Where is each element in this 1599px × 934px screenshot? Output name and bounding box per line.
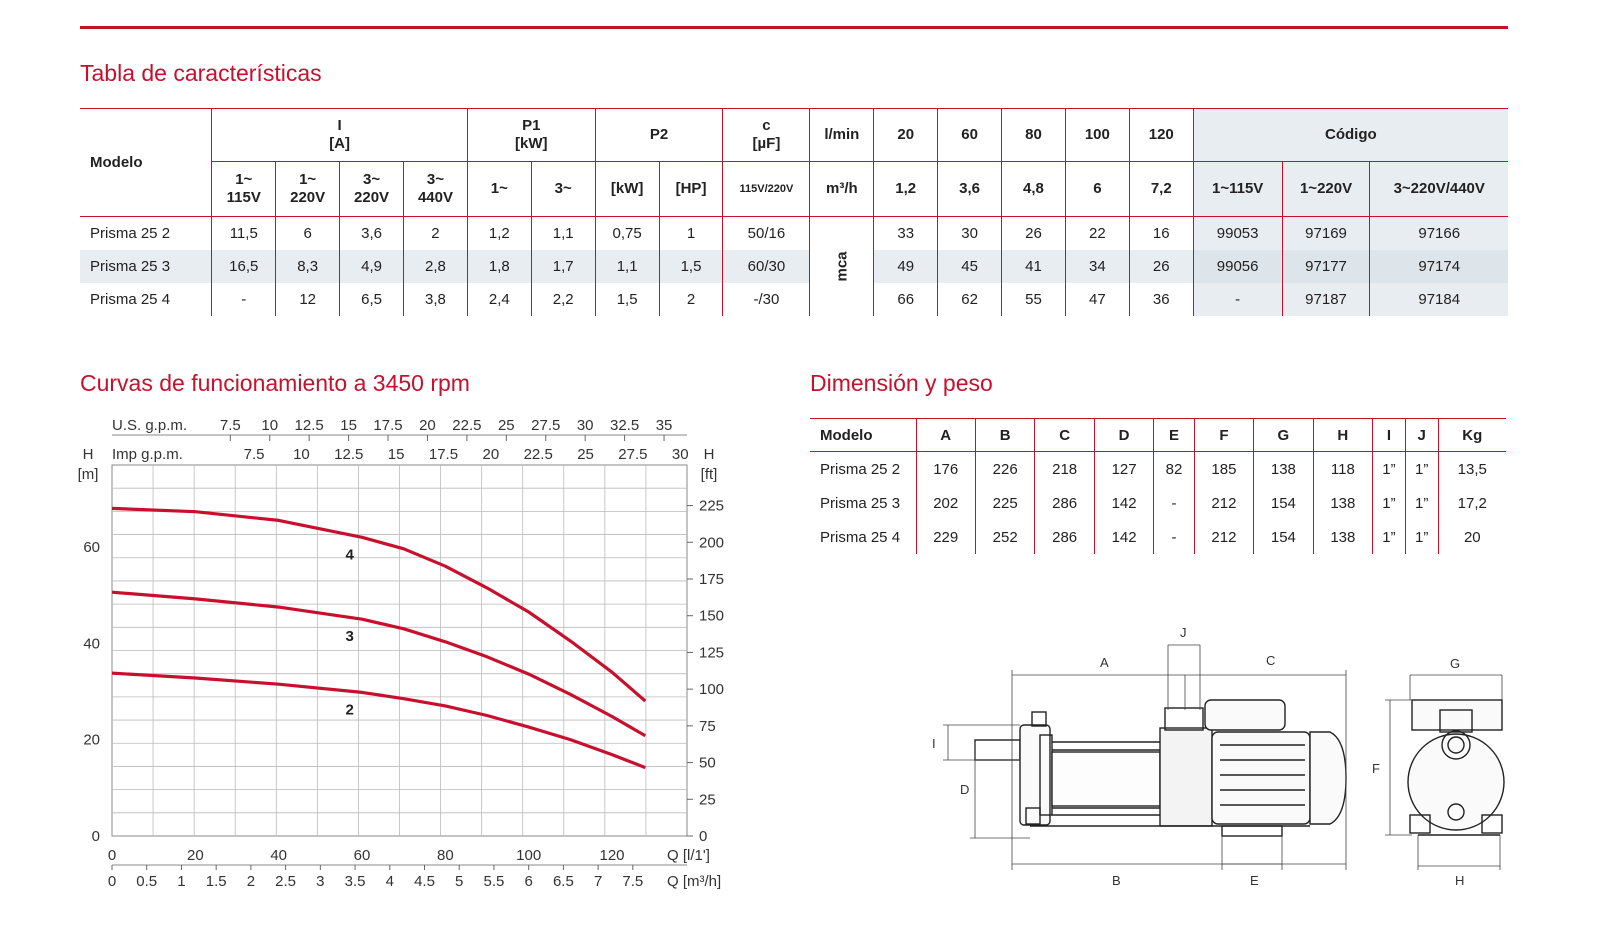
y-right-axis-unit: [ft]	[700, 466, 718, 483]
us-gpm-tick-label: 27.5	[531, 417, 561, 434]
p1-cell: 1,8	[467, 250, 531, 283]
x2-tick-label: 4.5	[414, 873, 435, 890]
x2-tick-label: 7.5	[622, 873, 644, 890]
dim-value-cell: 202	[916, 486, 975, 520]
head-cell: 34	[1065, 250, 1129, 283]
curve-4-label: 4	[345, 546, 354, 564]
us-gpm-tick-label: 30	[576, 417, 594, 434]
dim-value-cell: 142	[1094, 520, 1153, 554]
dim-value-cell: 138	[1254, 452, 1313, 487]
y-tick-label: 40	[83, 635, 100, 653]
flow-m3h-3: 4,8	[1002, 162, 1066, 217]
dim-value-cell: 127	[1094, 452, 1153, 487]
imp-gpm-tick-label: 17.5	[428, 446, 459, 463]
x2-tick-label: 6	[524, 873, 533, 890]
dim-header-cell: E	[1154, 419, 1194, 452]
dim-value-cell: 212	[1194, 520, 1253, 554]
current-cell: 8,3	[276, 250, 340, 283]
current-cell: 12	[276, 283, 340, 316]
head-cell: 22	[1065, 217, 1129, 251]
current-cell: 2	[404, 217, 468, 251]
x-tick-label: 20	[186, 847, 204, 864]
dim-value-cell: 1”	[1405, 520, 1438, 554]
dim-model-cell: Prisma 25 4	[820, 528, 901, 546]
us-gpm-tick-label: 32.5	[610, 417, 640, 434]
dim-value-cell: 1”	[1405, 486, 1438, 520]
dim-value-cell: 176	[916, 452, 975, 487]
curve-3-line	[112, 592, 645, 736]
p2-cell: 1,5	[595, 283, 659, 316]
head-cell: 49	[874, 250, 938, 283]
p2-sub-1: [kW]	[595, 162, 659, 217]
curve-2-label: 2	[345, 701, 354, 719]
y-right-axis-label: H	[703, 446, 715, 463]
x2-tick-label: 5.5	[483, 873, 505, 890]
flow-m3h-1: 1,2	[874, 162, 938, 217]
us-gpm-tick-label: 35	[655, 417, 673, 434]
current-sub-1: 1~ 115V	[212, 162, 276, 217]
head-cell: 41	[1002, 250, 1066, 283]
y-ft-tick-label: 200	[699, 534, 725, 552]
dim-value-cell: -	[1154, 486, 1194, 520]
code-cell: 99053	[1193, 217, 1282, 251]
y-tick-label: 60	[83, 538, 100, 556]
dim-label-e: E	[1250, 873, 1259, 888]
current-header: I [A]	[212, 109, 468, 162]
p2-cell: 0,75	[595, 217, 659, 251]
dim-header-cell: B	[975, 419, 1034, 452]
dim-label-i: I	[932, 736, 936, 751]
us-gpm-tick-label: 12.5	[294, 417, 324, 434]
dim-label-c: C	[1266, 653, 1276, 668]
model-cell: Prisma 25 2	[90, 225, 171, 242]
imp-gpm-tick-label: 22.5	[523, 446, 553, 463]
flow-m3h-4: 6	[1065, 162, 1129, 217]
p2-header: P2	[595, 109, 723, 162]
dim-header-cell: G	[1254, 419, 1313, 452]
dim-value-cell: 1”	[1373, 486, 1406, 520]
us-gpm-tick-label: 17.5	[373, 417, 403, 434]
y-axis-label: H	[82, 446, 94, 463]
current-cell: 3,6	[340, 217, 404, 251]
char-row	[80, 283, 1508, 316]
flow-m3h-2: 3,6	[938, 162, 1002, 217]
curve-4-line	[112, 508, 645, 701]
y-ft-tick-label: 175	[699, 570, 725, 588]
us-gpm-tick-label: 22.5	[452, 417, 482, 434]
y-ft-tick-label: 125	[699, 644, 725, 662]
x2-tick-label: 3	[316, 873, 325, 890]
code-cell: 97177	[1282, 250, 1370, 283]
dim-value-cell: 286	[1035, 486, 1094, 520]
dim-label-g: G	[1450, 656, 1461, 671]
flow-lmin-1: 20	[874, 109, 938, 162]
head-cell: 33	[874, 217, 938, 251]
head-cell: 55	[1002, 283, 1066, 316]
x2-tick-label: 1.5	[205, 873, 227, 890]
capacitor-cell: 50/16	[723, 217, 810, 251]
p1-cell: 1,7	[531, 250, 595, 283]
dim-label-a: A	[1100, 655, 1109, 670]
x2-tick-label: 7	[593, 873, 603, 890]
dim-value-cell: 252	[975, 520, 1034, 554]
current-cell: 16,5	[212, 250, 276, 283]
p1-cell: 2,2	[531, 283, 595, 316]
current-cell: 11,5	[212, 217, 276, 251]
characteristics-title: Tabla de características	[80, 60, 322, 86]
dim-header-cell: Modelo	[810, 419, 916, 452]
dim-value-cell: 154	[1254, 520, 1313, 554]
imp-gpm-tick-label: 30	[671, 446, 689, 463]
pump-side-view	[975, 700, 1346, 836]
head-cell: 36	[1129, 283, 1193, 316]
y-ft-tick-label: 75	[699, 717, 716, 735]
y-axis-unit: [m]	[77, 466, 99, 483]
code-sub-3: 3~220V/440V	[1370, 162, 1508, 217]
dim-value-cell: 1”	[1373, 520, 1406, 554]
dim-header-cell: A	[916, 419, 975, 452]
dim-value-cell: 226	[975, 452, 1034, 487]
dim-model-cell: Prisma 25 2	[820, 460, 901, 478]
dim-header-cell: H	[1313, 419, 1372, 452]
us-gpm-tick-label: 15	[340, 417, 357, 434]
current-cell: 6,5	[340, 283, 404, 316]
code-cell: 97184	[1370, 283, 1508, 316]
char-row	[80, 217, 1508, 251]
head-cell: 16	[1129, 217, 1193, 251]
p2-sub-2: [HP]	[659, 162, 723, 217]
x2-tick-label: 3.5	[344, 873, 366, 890]
dim-value-cell: 154	[1254, 486, 1313, 520]
x-tick-label: 80	[436, 847, 454, 864]
x-tick-label: 0	[107, 847, 117, 864]
current-cell: 3,8	[404, 283, 468, 316]
imp-gpm-tick-label: 20	[482, 446, 500, 463]
dim-value-cell: 212	[1194, 486, 1253, 520]
y-tick-label: 0	[91, 828, 100, 845]
dim-value-cell: 286	[1035, 520, 1094, 554]
x2-axis-label: Q [m³/h]	[667, 873, 722, 890]
capacitor-cell: -/30	[723, 283, 810, 316]
dim-label-d: D	[960, 782, 970, 797]
x-tick-label: 120	[599, 847, 625, 864]
x2-tick-label: 2	[246, 873, 256, 890]
dim-row	[810, 486, 1506, 520]
mca-label: mca	[833, 251, 851, 282]
dim-header-cell: Kg	[1438, 419, 1506, 452]
head-cell: 26	[1129, 250, 1193, 283]
capacitor-header: c [µF]	[723, 109, 810, 162]
dim-value-cell: 138	[1313, 486, 1372, 520]
code-cell: 97169	[1282, 217, 1370, 251]
dim-value-cell: 185	[1194, 452, 1253, 487]
x2-tick-label: 2.5	[275, 873, 297, 890]
y-ft-tick-label: 0	[699, 828, 708, 845]
x2-tick-label: 0.5	[136, 873, 158, 890]
x-tick-label: 40	[270, 847, 288, 864]
model-cell: Prisma 25 4	[90, 291, 171, 308]
p1-sub-1: 1~	[467, 162, 531, 217]
flow-lmin-4: 100	[1065, 109, 1129, 162]
dim-value-cell: 1”	[1405, 452, 1438, 487]
dim-value-cell: 17,2	[1438, 486, 1506, 520]
us-gpm-axis-label: U.S. g.p.m.	[112, 417, 188, 434]
capacitor-cell: 60/30	[723, 250, 810, 283]
p2-cell: 1,1	[595, 250, 659, 283]
dimensions-title: Dimensión y peso	[810, 370, 993, 396]
us-gpm-tick-label: 10	[261, 417, 279, 434]
x2-tick-label: 5	[455, 873, 464, 890]
dim-label-h: H	[1455, 873, 1465, 888]
p1-cell: 1,1	[531, 217, 595, 251]
y-tick-label: 20	[83, 731, 100, 749]
dim-value-cell: 138	[1313, 520, 1372, 554]
imp-gpm-tick-label: 15	[387, 446, 405, 463]
top-rule	[80, 26, 1508, 29]
code-cell: 99056	[1193, 250, 1282, 283]
capacitor-sub: 115V/220V	[723, 162, 810, 217]
imp-gpm-tick-label: 7.5	[243, 446, 265, 463]
us-gpm-tick-label: 20	[419, 417, 436, 434]
dim-label-f: F	[1372, 761, 1380, 776]
head-cell: 66	[874, 283, 938, 316]
code-sub-1: 1~115V	[1193, 162, 1282, 217]
dim-value-cell: 142	[1094, 486, 1153, 520]
code-cell: 97174	[1370, 250, 1508, 283]
x-tick-label: 60	[353, 847, 371, 864]
dim-header-cell: I	[1373, 419, 1406, 452]
dim-value-cell: 225	[975, 486, 1034, 520]
dim-row	[810, 520, 1506, 554]
p2-cell: 2	[659, 283, 723, 316]
dim-header-cell: F	[1194, 419, 1253, 452]
dim-model-cell: Prisma 25 3	[820, 494, 901, 512]
dim-value-cell: 13,5	[1438, 452, 1506, 487]
characteristics-table	[80, 108, 1508, 316]
us-gpm-tick-label: 7.5	[219, 417, 241, 434]
char-row	[80, 250, 1508, 283]
code-sub-2: 1~220V	[1282, 162, 1370, 217]
flow-lmin-label: l/min	[810, 109, 874, 162]
imp-gpm-axis-label: Imp g.p.m.	[112, 446, 183, 463]
dim-header-cell: D	[1094, 419, 1153, 452]
dim-value-cell: 82	[1154, 452, 1194, 487]
head-cell: 30	[938, 217, 1002, 251]
current-sub-2: 1~ 220V	[276, 162, 340, 217]
dim-label-j: J	[1180, 625, 1187, 640]
dim-value-cell: 218	[1035, 452, 1094, 487]
current-cell: 4,9	[340, 250, 404, 283]
dim-label-b: B	[1112, 873, 1121, 888]
imp-gpm-tick-label: 27.5	[618, 446, 648, 463]
performance-chart	[70, 405, 750, 905]
y-ft-tick-label: 225	[699, 497, 725, 515]
current-sub-3: 3~ 220V	[340, 162, 404, 217]
x-tick-label: 100	[516, 847, 542, 864]
p2-cell: 1	[659, 217, 723, 251]
head-cell: 62	[938, 283, 1002, 316]
p1-header: P1 [kW]	[467, 109, 595, 162]
flow-lmin-2: 60	[938, 109, 1002, 162]
x-axis-label: Q [l/1']	[667, 847, 710, 864]
code-cell: 97166	[1370, 217, 1508, 251]
flow-lmin-3: 80	[1002, 109, 1066, 162]
model-cell: Prisma 25 3	[80, 250, 212, 283]
head-cell: 26	[1002, 217, 1066, 251]
curves-title: Curvas de funcionamiento a 3450 rpm	[80, 370, 470, 396]
pump-front-view	[1408, 700, 1504, 835]
model-header: Modelo	[80, 109, 212, 217]
code-cell: 97187	[1282, 283, 1370, 316]
current-cell: 6	[276, 217, 340, 251]
dim-value-cell: 1”	[1373, 452, 1406, 487]
dim-value-cell: -	[1154, 520, 1194, 554]
dim-value-cell: 20	[1438, 520, 1506, 554]
flow-lmin-5: 120	[1129, 109, 1193, 162]
dim-header-cell: J	[1405, 419, 1438, 452]
y-ft-tick-label: 25	[699, 791, 716, 809]
y-ft-tick-label: 100	[699, 681, 725, 699]
imp-gpm-tick-label: 12.5	[334, 446, 364, 463]
dim-value-cell: 118	[1313, 452, 1372, 487]
current-sub-4: 3~ 440V	[404, 162, 468, 217]
y-ft-tick-label: 150	[699, 607, 725, 625]
p2-cell: 1,5	[659, 250, 723, 283]
us-gpm-tick-label: 25	[497, 417, 515, 434]
p1-sub-2: 3~	[531, 162, 595, 217]
x2-tick-label: 4	[385, 873, 394, 890]
dim-header-cell: C	[1035, 419, 1094, 452]
code-header: Código	[1193, 109, 1508, 162]
current-cell: 2,8	[404, 250, 468, 283]
imp-gpm-tick-label: 25	[577, 446, 594, 463]
flow-m3h-label: m³/h	[810, 162, 874, 217]
dimensions-table	[810, 418, 1506, 554]
pump-drawing	[930, 620, 1520, 900]
p1-cell: 1,2	[467, 217, 531, 251]
flow-m3h-5: 7,2	[1129, 162, 1193, 217]
current-cell: -	[212, 283, 276, 316]
p1-cell: 2,4	[467, 283, 531, 316]
head-cell: 47	[1065, 283, 1129, 316]
y-ft-tick-label: 50	[699, 754, 716, 772]
dim-value-cell: 229	[916, 520, 975, 554]
x2-tick-label: 1	[177, 873, 186, 890]
x2-tick-label: 0	[107, 873, 117, 890]
dim-row	[810, 452, 1506, 487]
x2-tick-label: 6.5	[552, 873, 574, 890]
head-cell: 45	[938, 250, 1002, 283]
imp-gpm-tick-label: 10	[293, 446, 310, 463]
mca-cell	[810, 217, 874, 317]
code-cell: -	[1193, 283, 1282, 316]
curve-3-label: 3	[345, 628, 354, 646]
